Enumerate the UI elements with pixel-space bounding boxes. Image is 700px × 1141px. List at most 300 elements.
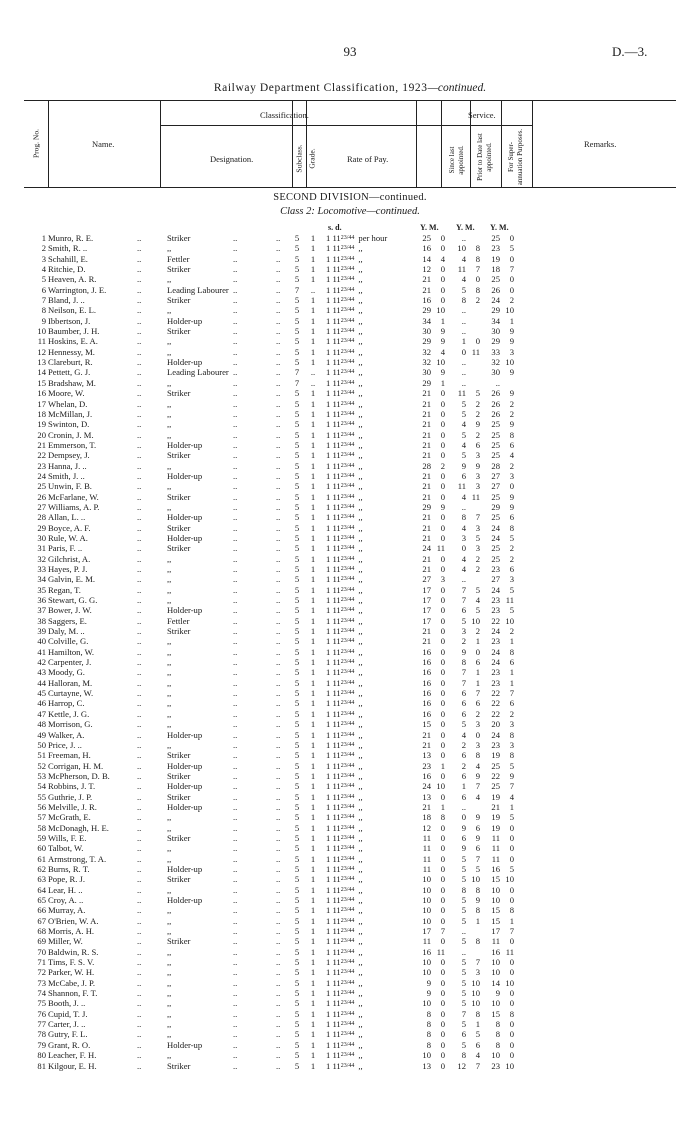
staff-list (0, 233, 700, 1071)
years-value: 25 (491, 274, 500, 285)
rate-of-pay (326, 864, 363, 874)
rate-of-pay (326, 440, 363, 450)
months-value: 10 (505, 874, 514, 885)
rate-unit: ,, (358, 698, 363, 709)
rate-amount: 1 11 (326, 553, 341, 564)
leader-dots: .. (233, 326, 238, 337)
months-value: 5 (509, 584, 514, 595)
months-value: 0 (440, 1060, 445, 1071)
subclass: 5 (294, 481, 300, 492)
rate-amount: 1 11 (326, 895, 341, 905)
rate-of-pay (326, 399, 363, 409)
months-value: 5 (509, 532, 514, 543)
rate-fraction: 23/44 (340, 286, 355, 293)
rate-fraction: 23/44 (340, 876, 355, 883)
years-value: 16 (422, 243, 431, 254)
months-value: 0 (440, 667, 445, 678)
months-value: 1 (475, 915, 480, 926)
header-prog-no: Prog. No. (31, 129, 41, 158)
months-value: 3 (475, 450, 480, 461)
months-value: 0 (440, 708, 445, 719)
rate-fraction: 23/44 (340, 886, 355, 893)
rate-amount: 1 11 (326, 367, 341, 378)
months-value: 0 (475, 274, 480, 285)
grade: 1 (310, 574, 316, 585)
staff-name: Neilson, E. L. (48, 305, 96, 316)
months-value: 10 (505, 1060, 514, 1071)
leader-dots: .. (276, 957, 281, 968)
leader-dots: .. (233, 626, 238, 637)
subclass: 5 (294, 895, 300, 905)
rate-of-pay (326, 564, 363, 574)
years-value: 5 (461, 1039, 466, 1050)
rate-unit: ,, (358, 264, 363, 275)
prog-number: 15 (37, 377, 46, 388)
leader-dots: .. (276, 295, 281, 306)
designation: Holder-up (167, 357, 203, 368)
header-designation: Designation. (210, 154, 254, 164)
subclass: 5 (294, 553, 300, 564)
rate-unit: ,, (358, 522, 363, 533)
years-value: 4 (461, 419, 466, 430)
years-value: 21 (422, 388, 431, 399)
table-row (0, 285, 700, 295)
subclass: 5 (294, 584, 300, 595)
designation: ,, (167, 957, 172, 968)
rate-unit: ,, (358, 305, 363, 316)
months-value: 4 (509, 791, 514, 802)
rate-of-pay (326, 854, 363, 864)
months-value: 5 (475, 584, 480, 595)
grade: 1 (310, 667, 316, 678)
years-value: 21 (422, 553, 431, 564)
rate-of-pay (326, 357, 363, 367)
months-value: 2 (509, 460, 514, 471)
prog-number: 23 (37, 460, 46, 471)
leader-dots: .. (276, 667, 281, 678)
months-value: 8 (475, 243, 480, 254)
rate-of-pay (326, 885, 363, 895)
table-row (0, 750, 700, 760)
years-value: 12 (422, 264, 431, 275)
rate-unit: ,, (358, 398, 363, 409)
grade: 1 (310, 532, 316, 543)
rate-of-pay (326, 843, 363, 853)
leader-dots: .. (137, 626, 142, 637)
months-value: 0 (440, 822, 445, 833)
leader-dots: .. (276, 874, 281, 885)
leader-dots: .. (276, 450, 281, 461)
prog-number: 11 (37, 336, 46, 347)
staff-name: Melville, J. R. (48, 801, 97, 812)
designation: ,, (167, 657, 172, 668)
prog-number: 72 (37, 967, 46, 978)
months-value: 4 (440, 346, 445, 357)
designation: Striker (167, 295, 191, 306)
years-value: 4 (461, 564, 466, 574)
rate-fraction: 23/44 (340, 348, 355, 355)
leader-dots: .. (137, 667, 142, 678)
rate-fraction: 23/44 (340, 762, 355, 769)
months-value: 5 (509, 812, 514, 823)
rate-fraction: 23/44 (340, 617, 355, 624)
years-value: 32 (422, 346, 431, 357)
document-reference: D.—3. (612, 44, 648, 59)
years-value: 25 (491, 429, 500, 440)
leader-dots: .. (233, 863, 238, 874)
staff-name: Gutry, F. L. (48, 1029, 88, 1040)
rate-fraction: 23/44 (340, 793, 355, 800)
years-value: .. (495, 377, 500, 388)
rate-amount: 1 11 (326, 470, 341, 481)
months-value: 8 (475, 936, 480, 947)
designation: ,, (167, 595, 172, 606)
months-value: 0 (509, 895, 514, 905)
prog-number: 38 (37, 615, 46, 626)
months-value: 2 (475, 295, 480, 306)
months-value: 1 (509, 915, 514, 926)
table-row (0, 254, 700, 264)
months-value: 5 (509, 605, 514, 616)
years-value: 21 (422, 284, 431, 295)
rate-amount: 1 11 (326, 264, 341, 275)
grade: 1 (310, 812, 316, 823)
subclass: 5 (294, 739, 300, 750)
months-value: 0 (509, 832, 514, 843)
table-row (0, 450, 700, 460)
years-value: .. (461, 233, 466, 243)
months-value: 1 (509, 667, 514, 678)
grade: 1 (310, 988, 316, 999)
table-row (0, 988, 700, 998)
leader-dots: .. (137, 863, 142, 874)
months-value: 0 (440, 843, 445, 854)
rate-fraction: 23/44 (340, 421, 355, 428)
leader-dots: .. (276, 1019, 281, 1030)
rate-of-pay (326, 781, 363, 791)
rate-of-pay (326, 605, 363, 615)
leader-dots: .. (137, 564, 142, 574)
rate-unit: ,, (358, 843, 363, 854)
leader-dots: .. (233, 595, 238, 606)
months-value: 9 (440, 336, 445, 347)
rate-unit: ,, (358, 336, 363, 347)
rate-unit: ,, (358, 543, 363, 554)
staff-name: Parker, W. H. (48, 967, 95, 978)
years-value: 10 (491, 967, 500, 978)
leader-dots: .. (137, 584, 142, 595)
leader-dots: .. (276, 615, 281, 626)
years-value: 16 (422, 770, 431, 781)
years-value: 23 (491, 677, 500, 688)
months-value: 4 (475, 595, 480, 606)
table-row (0, 936, 700, 946)
designation: Striker (167, 543, 191, 554)
years-value: 11 (491, 936, 500, 947)
rate-of-pay (326, 367, 363, 377)
leader-dots: .. (276, 336, 281, 347)
years-value: .. (461, 501, 466, 512)
prog-number: 59 (37, 832, 46, 843)
months-value: 0 (440, 233, 445, 243)
leader-dots: .. (137, 1019, 142, 1030)
years-value: 25 (491, 419, 500, 430)
years-value: 29 (422, 377, 431, 388)
rate-amount: 1 11 (326, 274, 341, 285)
prog-number: 18 (37, 408, 46, 419)
rate-of-pay (326, 254, 363, 264)
leader-dots: .. (137, 977, 142, 988)
table-row (0, 481, 700, 491)
rate-fraction: 23/44 (340, 276, 355, 283)
leader-dots: .. (137, 419, 142, 430)
grade: 1 (310, 936, 316, 947)
rate-of-pay (326, 1061, 363, 1071)
table-row (0, 605, 700, 615)
months-value: 11 (436, 543, 445, 554)
table-row (0, 874, 700, 884)
table-row (0, 1040, 700, 1050)
months-value: 0 (440, 988, 445, 999)
rate-amount: 1 11 (326, 636, 341, 647)
staff-name: Bradshaw, M. (48, 377, 96, 388)
rate-fraction: 23/44 (340, 514, 355, 521)
division-heading: SECOND DIVISION—continued. (273, 192, 427, 203)
prog-number: 21 (37, 439, 46, 450)
months-value: 5 (509, 243, 514, 254)
prog-number: 33 (37, 564, 46, 574)
years-value: 29 (422, 305, 431, 316)
leader-dots: .. (276, 233, 281, 243)
subclass: 5 (294, 812, 300, 823)
subclass: 5 (294, 1060, 300, 1071)
staff-name: Robbins, J. T. (48, 781, 96, 792)
leader-dots: .. (137, 439, 142, 450)
rate-of-pay (326, 523, 363, 533)
designation: ,, (167, 564, 172, 574)
rate-of-pay (326, 388, 363, 398)
rate-fraction: 23/44 (340, 255, 355, 262)
years-value: 11 (422, 936, 431, 947)
years-value: 30 (491, 367, 500, 378)
years-value: 6 (461, 698, 466, 709)
table-row (0, 626, 700, 636)
grade: 1 (310, 657, 316, 668)
rate-fraction: 23/44 (340, 741, 355, 748)
designation: Holder-up (167, 315, 203, 326)
designation: Striker (167, 936, 191, 947)
prog-number: 54 (37, 781, 46, 792)
prog-number: 31 (37, 543, 46, 554)
months-value: 10 (471, 988, 480, 999)
page-number: 93 (343, 44, 357, 59)
years-value: 5 (461, 429, 466, 440)
subclass: 5 (294, 274, 300, 285)
leader-dots: .. (137, 460, 142, 471)
years-value: 2 (461, 739, 466, 750)
months-value: 9 (475, 832, 480, 843)
rate-amount: 1 11 (326, 543, 341, 554)
table-row (0, 492, 700, 502)
rate-amount: 1 11 (326, 408, 341, 419)
years-value: 16 (422, 708, 431, 719)
leader-dots: .. (276, 388, 281, 399)
subclass: 5 (294, 1050, 300, 1061)
rate-of-pay (326, 430, 363, 440)
rate-unit: ,, (358, 253, 363, 264)
table-row (0, 885, 700, 895)
subclass: 5 (294, 781, 300, 792)
leader-dots: .. (137, 636, 142, 647)
leader-dots: .. (276, 946, 281, 957)
staff-name: Allan, L. .. (48, 512, 86, 523)
grade: 1 (310, 336, 316, 347)
leader-dots: .. (233, 295, 238, 306)
staff-name: Moody, G. (48, 667, 85, 678)
months-value: 0 (440, 564, 445, 574)
rate-of-pay (326, 657, 363, 667)
rate-fraction: 23/44 (340, 959, 355, 966)
grade: 1 (310, 957, 316, 968)
years-value: 13 (422, 791, 431, 802)
rate-amount: 1 11 (326, 460, 341, 471)
rate-fraction: 23/44 (340, 328, 355, 335)
leader-dots: .. (137, 346, 142, 357)
years-value: 23 (491, 739, 500, 750)
designation: Striker (167, 264, 191, 275)
rate-unit: ,, (358, 812, 363, 823)
years-value: 8 (426, 1008, 431, 1019)
years-value: .. (461, 926, 466, 937)
leader-dots: .. (137, 646, 142, 657)
leader-dots: .. (233, 1008, 238, 1019)
prog-number: 44 (37, 677, 46, 688)
years-value: 26 (491, 388, 500, 399)
rate-fraction: 23/44 (340, 628, 355, 635)
subclass: 5 (294, 615, 300, 626)
table-header (24, 100, 676, 188)
rate-fraction: 23/44 (340, 472, 355, 479)
subclass: 5 (294, 657, 300, 668)
leader-dots: .. (233, 408, 238, 419)
grade: 1 (310, 243, 316, 254)
rate-fraction: 23/44 (340, 400, 355, 407)
grade: 1 (310, 253, 316, 264)
leader-dots: .. (276, 801, 281, 812)
table-row (0, 264, 700, 274)
staff-name: Galvin, E. M. (48, 574, 96, 585)
years-value: 34 (422, 315, 431, 326)
grade: 1 (310, 553, 316, 564)
leader-dots: .. (137, 822, 142, 833)
designation: ,, (167, 698, 172, 709)
leader-dots: .. (276, 729, 281, 740)
prog-number: 63 (37, 874, 46, 885)
leader-dots: .. (233, 657, 238, 668)
table-row (0, 399, 700, 409)
subclass: 5 (294, 1039, 300, 1050)
years-value: 16 (422, 295, 431, 306)
subclass: 5 (294, 295, 300, 306)
grade: 1 (310, 926, 316, 937)
prog-number: 50 (37, 739, 46, 750)
grade: 1 (310, 233, 316, 243)
rate-of-pay (326, 1040, 363, 1050)
months-value: 10 (471, 977, 480, 988)
rate-fraction: 23/44 (340, 462, 355, 469)
rate-fraction: 23/44 (340, 710, 355, 717)
months-value: 9 (509, 419, 514, 430)
leader-dots: .. (233, 398, 238, 409)
rate-amount: 1 11 (326, 760, 341, 771)
prog-number: 12 (37, 346, 46, 357)
grade: 1 (310, 388, 316, 399)
years-value: 21 (422, 398, 431, 409)
months-value: 0 (440, 626, 445, 637)
rate-fraction: 23/44 (340, 990, 355, 997)
designation: ,, (167, 822, 172, 833)
leader-dots: .. (137, 408, 142, 419)
leader-dots: .. (233, 501, 238, 512)
months-value: 8 (509, 522, 514, 533)
months-value: 9 (475, 460, 480, 471)
leader-dots: .. (233, 305, 238, 316)
years-value: 6 (461, 470, 466, 481)
staff-name: Williams, A. P. (48, 501, 100, 512)
rate-amount: 1 11 (326, 832, 341, 843)
designation: ,, (167, 667, 172, 678)
leader-dots: .. (233, 801, 238, 812)
rate-amount: 1 11 (326, 243, 341, 254)
table-row (0, 274, 700, 284)
years-value: 9 (461, 646, 466, 657)
grade: 1 (310, 915, 316, 926)
table-row (0, 667, 700, 677)
subclass: 5 (294, 532, 300, 543)
rate-of-pay (326, 833, 363, 843)
years-value: 3 (461, 532, 466, 543)
staff-name: Carter, J. .. (48, 1019, 86, 1030)
subclass: 5 (294, 574, 300, 585)
leader-dots: .. (276, 522, 281, 533)
months-value: 0 (440, 398, 445, 409)
rate-unit: ,, (358, 760, 363, 771)
subclass: 5 (294, 843, 300, 854)
leader-dots: .. (233, 419, 238, 430)
leader-dots: .. (233, 770, 238, 781)
rate-fraction: 23/44 (340, 783, 355, 790)
months-value: 0 (440, 977, 445, 988)
leader-dots: .. (137, 708, 142, 719)
rate-unit: ,, (358, 346, 363, 357)
rate-unit: ,, (358, 677, 363, 688)
months-value: 5 (509, 863, 514, 874)
designation: ,, (167, 274, 172, 285)
rate-unit: ,, (358, 408, 363, 419)
rate-of-pay (326, 947, 363, 957)
prog-number: 46 (37, 698, 46, 709)
rate-unit: ,, (358, 874, 363, 885)
prog-number: 75 (37, 998, 46, 1009)
designation: Holder-up (167, 895, 203, 905)
leader-dots: .. (233, 367, 238, 378)
designation: ,, (167, 429, 172, 440)
prog-number: 10 (37, 326, 46, 337)
months-value: 0 (440, 1050, 445, 1061)
leader-dots: .. (276, 1039, 281, 1050)
rate-unit: ,, (358, 770, 363, 781)
months-value: 8 (509, 1008, 514, 1019)
